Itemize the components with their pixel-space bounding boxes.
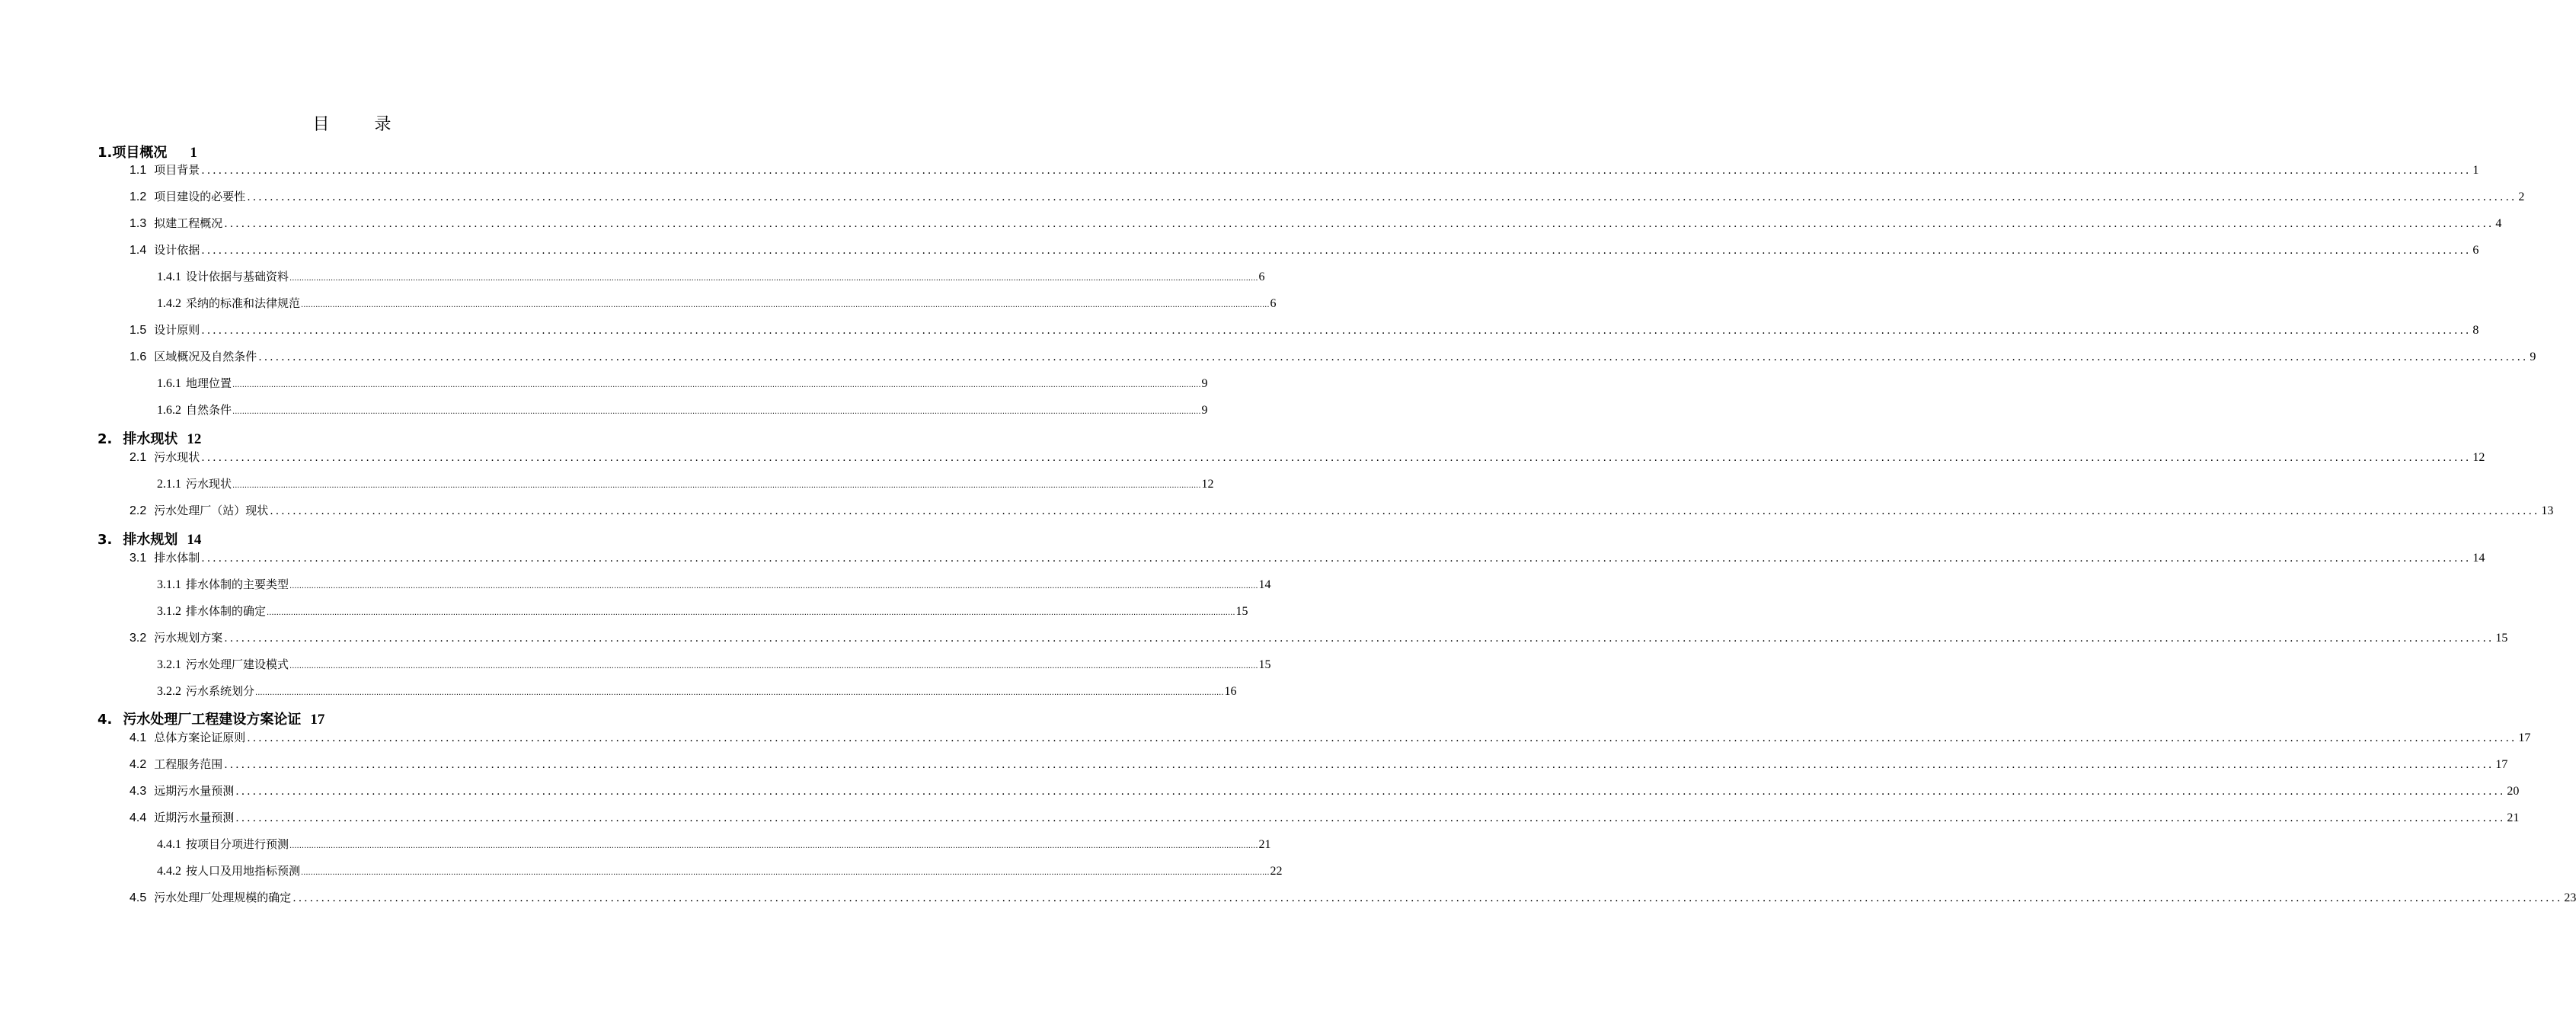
toc-entry-text: 项目建设的必要性	[154, 190, 246, 203]
toc-entry-text: 拟建工程概况	[154, 216, 223, 230]
toc-entry-text: 地理位置	[186, 376, 232, 390]
toc-entry-text: 污水规划方案	[154, 631, 223, 645]
toc-heading-number: 4.	[97, 712, 113, 728]
toc-entry[interactable]	[129, 322, 2479, 338]
toc-entry-text: 排水体制的主要类型	[186, 578, 289, 591]
dot-leader: ................................................................................................................................................................................................................................................................................................................................................................................................................	[232, 482, 1201, 490]
toc-entry-page: 15	[1235, 605, 1248, 618]
toc-heading-number: 1.	[97, 145, 113, 161]
dot-leader: ................................................................................................................................................................................................................................................................................................................................................................................................................	[258, 351, 2529, 363]
toc-entry-text: 按项目分项进行预测	[186, 837, 289, 851]
toc-entry[interactable]	[129, 549, 2485, 565]
toc-entry-number: 4.3	[129, 785, 147, 798]
toc-entry-number: 1.6.1	[157, 377, 181, 390]
toc-entry-page: 21	[1258, 838, 1271, 851]
toc-entry-page: 12	[1201, 478, 1214, 491]
toc-entry[interactable]	[129, 629, 2508, 645]
dot-leader: ................................................................................................................................................................................................................................................................................................................................................................................................................	[289, 582, 1258, 590]
dot-leader: ................................................................................................................................................................................................................................................................................................................................................................................................................	[224, 218, 2495, 230]
toc-entry-page: 21	[2507, 811, 2520, 824]
toc-entry-page: 2	[2518, 190, 2525, 203]
dot-leader: ................................................................................................................................................................................................................................................................................................................................................................................................................	[247, 191, 2517, 203]
toc-entry-number: 1.3	[129, 217, 147, 230]
toc-entry[interactable]	[129, 889, 2576, 905]
toc-entry-page: 17	[2518, 731, 2531, 744]
dot-leader: ................................................................................................................................................................................................................................................................................................................................................................................................................	[289, 842, 1258, 850]
toc-entry-page: 23	[2564, 891, 2576, 904]
toc-entry-number: 1.2	[129, 190, 147, 203]
dot-leader: ................................................................................................................................................................................................................................................................................................................................................................................................................	[301, 301, 1270, 309]
toc-entry[interactable]	[129, 502, 2554, 518]
toc-entry-page: 14	[2472, 552, 2485, 565]
dot-leader: ................................................................................................................................................................................................................................................................................................................................................................................................................	[235, 812, 2506, 824]
toc-entry-number: 3.2.1	[157, 658, 181, 671]
toc-entry-page: 8	[2472, 324, 2479, 337]
toc-entry[interactable]	[129, 215, 2502, 231]
toc-entry-text: 按人口及用地指标预测	[186, 864, 301, 878]
toc-entry-number: 4.1	[129, 731, 147, 744]
toc-heading-text: 污水处理厂工程建设方案论证	[123, 712, 302, 728]
toc-entry[interactable]	[157, 402, 1208, 418]
dot-leader: ................................................................................................................................................................................................................................................................................................................................................................................................................	[247, 732, 2517, 744]
toc-entry[interactable]	[129, 809, 2520, 825]
toc-entry-text: 采纳的标准和法律规范	[186, 296, 301, 310]
toc-entry[interactable]	[129, 242, 2479, 258]
toc-entry-page: 15	[2495, 632, 2508, 645]
toc-entry[interactable]	[129, 188, 2525, 204]
toc-entry-text: 项目背景	[154, 163, 200, 177]
dot-leader: ................................................................................................................................................................................................................................................................................................................................................................................................................	[270, 505, 2540, 517]
toc-heading[interactable]	[97, 529, 201, 549]
toc-entry-text: 污水处理厂（站）现状	[154, 504, 269, 517]
toc-entry-text: 设计依据	[154, 243, 200, 257]
toc-heading-page: 1	[190, 145, 197, 161]
toc-entry-page: 6	[1258, 270, 1265, 283]
toc-title: 目 录	[312, 115, 411, 134]
dot-leader: ................................................................................................................................................................................................................................................................................................................................................................................................................	[201, 325, 2472, 337]
dot-leader: ................................................................................................................................................................................................................................................................................................................................................................................................................	[267, 609, 1235, 617]
toc-entry[interactable]	[129, 449, 2485, 465]
toc-entry-number: 1.1	[129, 164, 147, 177]
dot-leader: ................................................................................................................................................................................................................................................................................................................................................................................................................	[201, 245, 2472, 257]
dot-leader: ................................................................................................................................................................................................................................................................................................................................................................................................................	[235, 786, 2506, 798]
toc-entry-text: 自然条件	[186, 403, 232, 417]
toc-heading-text: 项目概况	[112, 145, 168, 161]
toc-heading-number: 2.	[97, 431, 113, 447]
toc-entry-number: 1.5	[129, 324, 147, 337]
toc-entry-page: 22	[1270, 865, 1283, 878]
toc-entry-number: 1.4	[129, 244, 147, 257]
toc-entry-number: 3.2.2	[157, 685, 181, 698]
toc-entry-text: 污水处理厂建设模式	[186, 658, 289, 671]
dot-leader: ................................................................................................................................................................................................................................................................................................................................................................................................................	[201, 452, 2472, 464]
toc-entry-page: 4	[2495, 217, 2502, 230]
toc-entry-text: 设计依据与基础资料	[186, 270, 289, 283]
toc-entry[interactable]	[157, 656, 1271, 672]
toc-entry-page: 9	[2530, 350, 2536, 363]
toc-entry-number: 2.1	[129, 451, 147, 464]
toc-entry-number: 1.4.2	[157, 297, 181, 310]
toc-entry-number: 1.6.2	[157, 404, 181, 417]
toc-entry-text: 总体方案论证原则	[154, 731, 246, 744]
toc-entry-page: 15	[1258, 658, 1271, 671]
toc-heading-page: 12	[187, 431, 202, 447]
toc-entry-page: 13	[2541, 504, 2554, 517]
toc-entry[interactable]	[157, 603, 1248, 619]
toc-entry-number: 4.4.1	[157, 838, 181, 851]
toc-entry[interactable]	[157, 475, 1214, 491]
toc-entry[interactable]	[129, 162, 2479, 178]
toc-entry-number: 1.6	[129, 350, 147, 363]
toc-heading[interactable]	[97, 709, 324, 728]
toc-entry[interactable]	[129, 756, 2508, 772]
toc-entry[interactable]	[157, 375, 1208, 391]
toc-entry-number: 3.1.2	[157, 605, 181, 618]
toc-heading[interactable]	[97, 428, 201, 448]
dot-leader: ................................................................................................................................................................................................................................................................................................................................................................................................................	[232, 381, 1201, 389]
toc-entry[interactable]	[157, 683, 1237, 699]
dot-leader: ................................................................................................................................................................................................................................................................................................................................................................................................................	[224, 759, 2495, 771]
toc-entry-number: 3.2	[129, 632, 147, 645]
toc-entry[interactable]	[157, 576, 1271, 592]
toc-entry-text: 排水体制的确定	[186, 604, 267, 618]
toc-entry-number: 3.1	[129, 552, 147, 565]
toc-entry[interactable]	[157, 862, 1283, 878]
toc-entry-number: 2.2	[129, 504, 147, 517]
toc-entry-page: 20	[2507, 785, 2520, 798]
dot-leader: ................................................................................................................................................................................................................................................................................................................................................................................................................	[201, 165, 2472, 177]
toc-heading-page: 14	[187, 532, 202, 548]
toc-entry-number: 1.4.1	[157, 270, 181, 283]
toc-entry[interactable]	[157, 295, 1277, 311]
dot-leader: ................................................................................................................................................................................................................................................................................................................................................................................................................	[232, 408, 1201, 416]
toc-entry-text: 污水处理厂处理规模的确定	[154, 891, 292, 904]
toc-entry[interactable]	[157, 268, 1265, 284]
dot-leader: ................................................................................................................................................................................................................................................................................................................................................................................................................	[289, 274, 1258, 283]
toc-entry-page: 17	[2495, 758, 2508, 771]
toc-entry-page: 9	[1201, 404, 1208, 417]
toc-entry-text: 工程服务范围	[154, 757, 223, 771]
toc-entry[interactable]	[129, 348, 2536, 364]
toc-entry-text: 远期污水量预测	[154, 784, 235, 798]
toc-heading[interactable]	[97, 142, 197, 162]
dot-leader: ................................................................................................................................................................................................................................................................................................................................................................................................................	[201, 552, 2472, 565]
toc-entry-text: 排水体制	[154, 551, 200, 565]
toc-entry[interactable]	[157, 836, 1271, 852]
toc-heading-text: 排水规划	[123, 532, 178, 548]
toc-heading-number: 3.	[97, 532, 113, 548]
toc-entry-page: 1	[2472, 164, 2479, 177]
toc-entry-text: 污水现状	[186, 477, 232, 491]
toc-entry-text: 区域概况及自然条件	[154, 350, 257, 363]
toc-entry-text: 近期污水量预测	[154, 811, 235, 824]
toc-entry-page: 12	[2472, 451, 2485, 464]
toc-entry-page: 14	[1258, 578, 1271, 591]
toc-entry-text: 设计原则	[154, 323, 200, 337]
toc-entry-text: 污水系统划分	[186, 684, 255, 698]
toc-entry-number: 4.4.2	[157, 865, 181, 878]
toc-entry-page: 16	[1224, 685, 1237, 698]
dot-leader: ................................................................................................................................................................................................................................................................................................................................................................................................................	[289, 662, 1258, 670]
toc-entry-number: 3.1.1	[157, 578, 181, 591]
toc-entry-page: 6	[1270, 297, 1277, 310]
dot-leader: ................................................................................................................................................................................................................................................................................................................................................................................................................	[255, 689, 1224, 697]
toc-entry[interactable]	[129, 782, 2520, 798]
toc-entry[interactable]	[129, 729, 2531, 745]
dot-leader: ................................................................................................................................................................................................................................................................................................................................................................................................................	[224, 632, 2495, 645]
toc-entry-text: 污水现状	[154, 450, 200, 464]
toc-entry-number: 2.1.1	[157, 478, 181, 491]
dot-leader: ................................................................................................................................................................................................................................................................................................................................................................................................................	[301, 869, 1270, 877]
dot-leader: ................................................................................................................................................................................................................................................................................................................................................................................................................	[292, 892, 2563, 904]
toc-entry-number: 4.4	[129, 811, 147, 824]
toc-entry-number: 4.5	[129, 891, 147, 904]
toc-heading-page: 17	[310, 712, 325, 728]
toc-entry-page: 9	[1201, 377, 1208, 390]
toc-entry-number: 4.2	[129, 758, 147, 771]
toc-heading-text: 排水现状	[123, 431, 178, 447]
toc-entry-page: 6	[2472, 244, 2479, 257]
